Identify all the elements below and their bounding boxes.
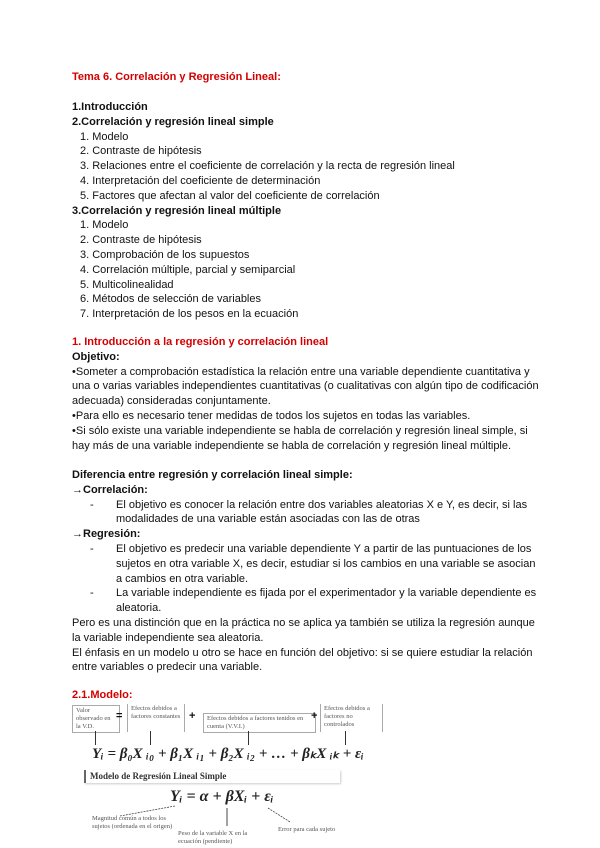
list-item: 3. Relaciones entre el coeficiente de correlación y la recta de regresión lineal bbox=[80, 160, 455, 173]
dash-bullet: - bbox=[90, 587, 94, 600]
section-heading: Diferencia entre regresión y correlación lineal simple: bbox=[72, 469, 353, 481]
item-text: La variable independiente es fijada por el experimentador y la variable dependiente es aleatoria. bbox=[116, 587, 537, 615]
list-item: 2. Contraste de hipótesis bbox=[80, 234, 202, 247]
item-text: El objetivo es predecir una variable dependiente Y a partir de las puntuaciones de los sujetos en otra variable X, es decir, estudiar si los cambios en una variable se asocian a cambios en otra variable. bbox=[116, 542, 536, 585]
box-observed-value: Valor observado en la V.D. bbox=[72, 705, 120, 733]
objetivo-label: Objetivo: bbox=[72, 350, 120, 363]
section-heading: 2.1.Modelo: bbox=[72, 689, 133, 701]
list-item: 1. Modelo bbox=[80, 130, 129, 143]
simple-model-equation: Yᵢ = α + βXᵢ + εᵢ bbox=[170, 788, 274, 805]
plus-sign: + bbox=[189, 710, 196, 722]
model-banner: Modelo de Regresión Lineal Simple bbox=[84, 770, 340, 783]
toc-section-2: 2.Correlación y regresión lineal simple bbox=[72, 115, 274, 128]
box-constant-factors: Efectos debidos a factores constantes bbox=[127, 704, 185, 732]
list-item: 7. Interpretación de los pesos en la ecuación bbox=[80, 308, 299, 321]
dash-bullet: - bbox=[90, 542, 94, 555]
paragraph: •Si sólo existe una variable independiente se habla de correlación y regresión lineal simple, si hay más de una variable independiente se habla de correlación y regresión lineal múltiple. bbox=[72, 424, 528, 452]
correlacion-label: →Correlación: bbox=[72, 483, 148, 496]
list-item: 3. Comprobación de los supuestos bbox=[80, 248, 250, 261]
list-item: 4. Interpretación del coeficiente de determinación bbox=[80, 174, 321, 187]
toc-section-1: 1.Introducción bbox=[72, 101, 148, 113]
paragraph: Pero es una distinción que en la práctica no se aplica ya también se utiliza la regresión aunque la variable independiente sea aleatoria. bbox=[72, 616, 535, 644]
note-error: Error para cada sujeto bbox=[278, 826, 336, 833]
equals-sign: = bbox=[116, 710, 123, 722]
list-item: 5. Factores que afectan al valor del coeficiente de correlación bbox=[80, 189, 380, 202]
box-considered-factors: Efectos debidos a factores tenidos en cuenta (V.V.I.) bbox=[203, 713, 316, 733]
list-item: 6. Métodos de selección de variables bbox=[80, 293, 261, 306]
plus-sign: + bbox=[311, 710, 318, 722]
item-text: El objetivo es conocer la relación entre dos variables aleatorias X e Y, es decir, si las modalidades de una variable están asociadas con las de otras bbox=[116, 498, 528, 526]
regresion-label: →Regresión: bbox=[72, 528, 141, 541]
list-item: 1. Modelo bbox=[80, 219, 129, 232]
section-heading: 1. Introducción a la regresión y correlación lineal bbox=[72, 336, 329, 348]
note-slope: Peso de la variable X en la ecuación (pendiente) bbox=[178, 830, 248, 845]
general-model-equation: Yᵢ = β₀X ᵢ₀ + β₁X ᵢ₁ + β₂X ᵢ₂ + … + βₖX ᵢₖ + εᵢ bbox=[92, 746, 364, 762]
box-uncontrolled-factors: Efectos debidos a factores no controlados bbox=[320, 704, 383, 732]
list-item: 5. Multicolinealidad bbox=[80, 278, 174, 291]
toc-section-3: 3.Correlación y regresión lineal múltiple bbox=[72, 204, 282, 217]
document-title: Tema 6. Correlación y Regresión Lineal: bbox=[72, 71, 281, 83]
paragraph: El énfasis en un modelo u otro se hace en función del objetivo: si se quiere estudiar la relación entre variables o predecir una variable. bbox=[72, 646, 533, 674]
paragraph: •Para ello es necesario tener medidas de todos los sujetos en todas las variables. bbox=[72, 409, 471, 422]
list-item: 2. Contraste de hipótesis bbox=[80, 145, 202, 158]
note-intercept: Magnitud común a todos los sujetos (ordenada en el origen) bbox=[92, 815, 173, 830]
list-item: 4. Correlación múltiple, parcial y semiparcial bbox=[80, 263, 296, 276]
dash-bullet: - bbox=[90, 498, 94, 511]
paragraph: •Someter a comprobación estadística la relación entre una variable dependiente cuantitativa y una o varias variables independientes cuantitativas (o cualitativas con algún tipo de codificación adecuada) consideradas conjuntamente. bbox=[72, 365, 539, 408]
